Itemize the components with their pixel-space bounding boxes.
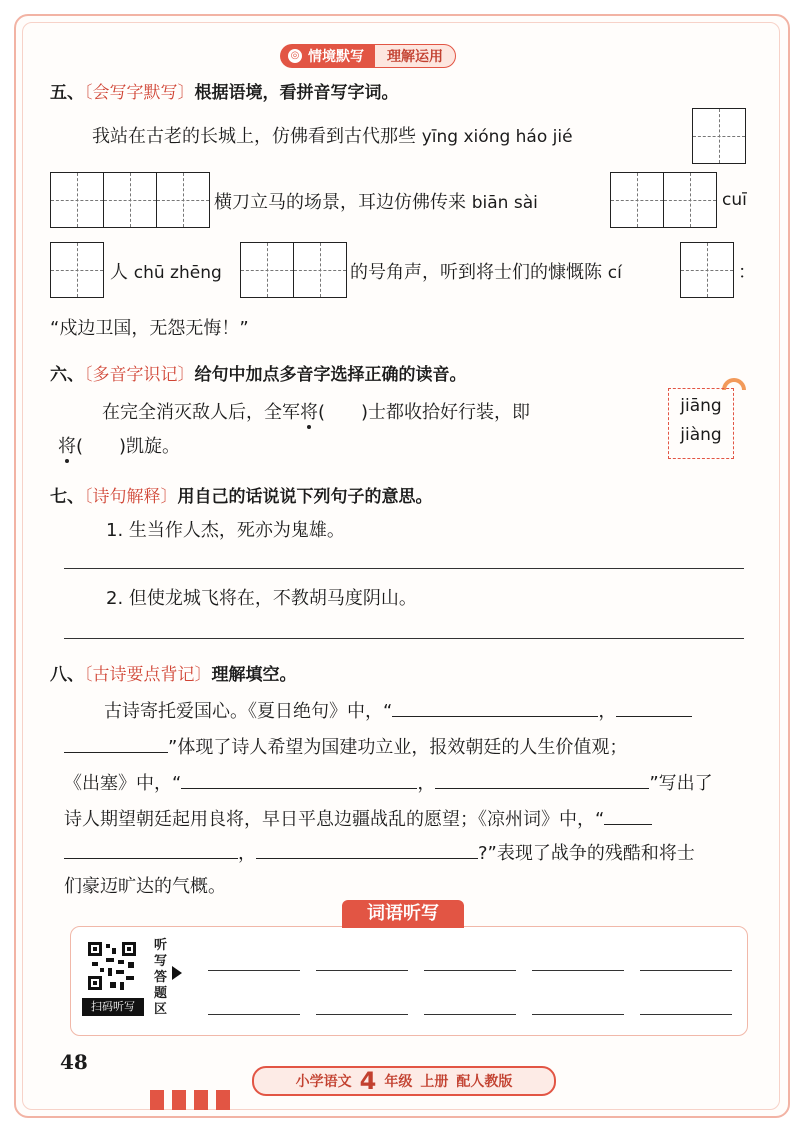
q8-line4 [64,804,652,831]
char-box-2[interactable] [50,172,210,228]
decor-bar [194,1090,208,1110]
char-cell[interactable] [663,173,716,227]
char-cell[interactable] [611,173,663,227]
q5-line3-text1: 人 [110,262,128,283]
q5-line3a [110,258,222,284]
q6-instruction: 给句中加点多音字选择正确的读音。 [194,365,467,385]
q8-line5-comma: ， [238,843,256,864]
q7-tag: 〔诗句解释〕 [84,487,178,507]
dictation-line[interactable] [532,970,624,971]
q8-line3-a: 《出塞》中，“ [64,773,182,794]
footer-edition: 配人教版 [456,1074,513,1090]
fill-blank[interactable] [616,696,692,717]
char-cell[interactable] [293,243,346,297]
char-cell[interactable] [156,173,209,227]
char-cell[interactable] [51,173,103,227]
q8-instruction: 理解填空。 [211,665,297,685]
fill-blank[interactable] [181,768,417,789]
banner-left [280,44,374,68]
dictation-line[interactable] [424,1014,516,1015]
answer-area-label: 听写答题区 [154,938,168,1017]
answer-line-2[interactable] [64,638,744,639]
q8-line3 [64,768,713,795]
footer-grade-number: 4 [359,1067,377,1095]
q8-line4-a: 诗人期望朝廷起用良将，早日平息边疆战乱的愿望；《凉州词》中，“ [64,809,605,830]
q5-line1 [92,122,573,148]
q5-pinyin-ci: cí [607,263,622,283]
footer-subject: 小学语文 [295,1074,352,1090]
q8-line1 [104,696,692,723]
q8-line5-b: ?”表现了战争的残酷和将士 [478,843,695,864]
q8-line3-comma: ， [417,773,436,794]
answer-line-1[interactable] [64,568,744,569]
char-cell[interactable] [693,109,745,163]
char-box-5[interactable] [240,242,347,298]
q6-dotted-char-2: 将 [58,436,76,457]
q5-line2-text: 横刀立马的场景，耳边仿佛传来 [214,192,466,213]
dictation-line[interactable] [640,1014,732,1015]
fill-blank[interactable] [392,696,598,717]
arrow-right-icon [172,966,182,980]
char-box-1[interactable] [692,108,746,164]
q8-tag: 〔古诗要点背记〕 [84,665,212,685]
q5-title [50,78,399,103]
q7-title [50,482,433,507]
dictation-line[interactable] [208,1014,300,1015]
char-cell[interactable] [681,243,733,297]
q6-title [50,360,467,385]
q8-line3-b: ”写出了 [649,773,713,794]
section-banner [280,44,456,68]
q5-line3-text2: 的号角声，听到将士们的慷慨陈 [350,262,602,283]
q5-pinyin-chuzheng: chū zhēng [133,263,222,283]
q6-line1 [102,398,530,424]
q5-line3b [350,258,622,284]
banner-left-label: 情境默写 [308,49,364,65]
char-cell[interactable] [103,173,156,227]
q8-number: 八、 [50,665,84,685]
fill-blank[interactable] [64,732,168,753]
q5-line4: “戍边卫国，无怨无悔！” [50,318,249,339]
dictation-box [70,926,748,1036]
fill-blank[interactable] [604,804,652,825]
q6-dotted-char-1: 将 [300,402,318,423]
char-cell[interactable] [51,243,103,297]
char-box-4[interactable] [50,242,104,298]
q5-pinyin-biansai: biān sài [471,193,538,213]
fill-blank[interactable] [435,768,649,789]
reading-jiang4: jiàng [680,425,722,445]
q5-line2 [214,188,538,214]
footer-grade: 年级 [384,1074,413,1090]
q8-line2-b: ”体现了诗人希望为国建功立业，报效朝廷的人生价值观； [168,737,628,758]
footer-badge [252,1066,556,1096]
q6-number: 六、 [50,365,84,385]
footer-volume: 上册 [420,1074,449,1090]
q6-line1-a: 在完全消灭敌人后，全军 [102,402,300,423]
q5-pinyin-yingxionghaojie: yīng xióng háo jié [421,127,573,147]
reading-jiang1: jiāng [680,396,722,416]
q5-pinyin-cui: cuī [722,190,747,210]
qr-code-icon[interactable] [86,940,138,992]
dictation-line[interactable] [316,970,408,971]
q6-line2 [58,432,180,458]
q7-sentence-2: 2. 但使龙城飞将在，不教胡马度阴山。 [106,588,417,609]
q6-line1-b[interactable]: ( )士都收拾好行装，即 [318,402,531,423]
char-box-6[interactable] [680,242,734,298]
decor-bar [172,1090,186,1110]
q8-title [50,660,297,685]
q6-tag: 〔多音字识记〕 [84,365,195,385]
decor-bar [150,1090,164,1110]
decor-bar [216,1090,230,1110]
q6-line2-b[interactable]: ( )凯旋。 [76,436,181,457]
dictation-line[interactable] [208,970,300,971]
dictation-line[interactable] [424,970,516,971]
page-number: 48 [60,1050,88,1074]
q8-line2 [64,732,627,759]
q8-line1-comma: ， [598,701,617,722]
q5-instruction: 根据语境，看拼音写字词。 [194,83,399,103]
dictation-tab: 词语听写 [342,900,464,928]
q8-line5 [64,838,695,865]
banner-right-label: 理解运用 [374,44,456,68]
q5-line1-text: 我站在古老的长城上，仿佛看到古代那些 [92,126,416,147]
q8-line6: 们豪迈旷达的气概。 [64,876,226,897]
dictation-line[interactable] [640,970,732,971]
dictation-line[interactable] [532,1014,624,1015]
fill-blank[interactable] [64,838,238,859]
q7-sentence-1: 1. 生当作人杰，死亦为鬼雄。 [106,520,345,541]
q7-instruction: 用自己的话说说下列句子的意思。 [177,487,433,507]
q7-number: 七、 [50,487,84,507]
q8-line1-a: 古诗寄托爱国心。《夏日绝句》中，“ [104,701,393,722]
fill-blank[interactable] [256,838,478,859]
seal-icon: ◎ [288,49,302,63]
q5-tag: 〔会写字默写〕 [84,83,195,103]
qr-label: 扫码听写 [82,998,144,1016]
q5-number: 五、 [50,83,84,103]
dictation-line[interactable] [316,1014,408,1015]
q5-colon: ： [738,262,756,283]
char-cell[interactable] [241,243,293,297]
reading-options [668,388,734,459]
char-box-3[interactable] [610,172,717,228]
